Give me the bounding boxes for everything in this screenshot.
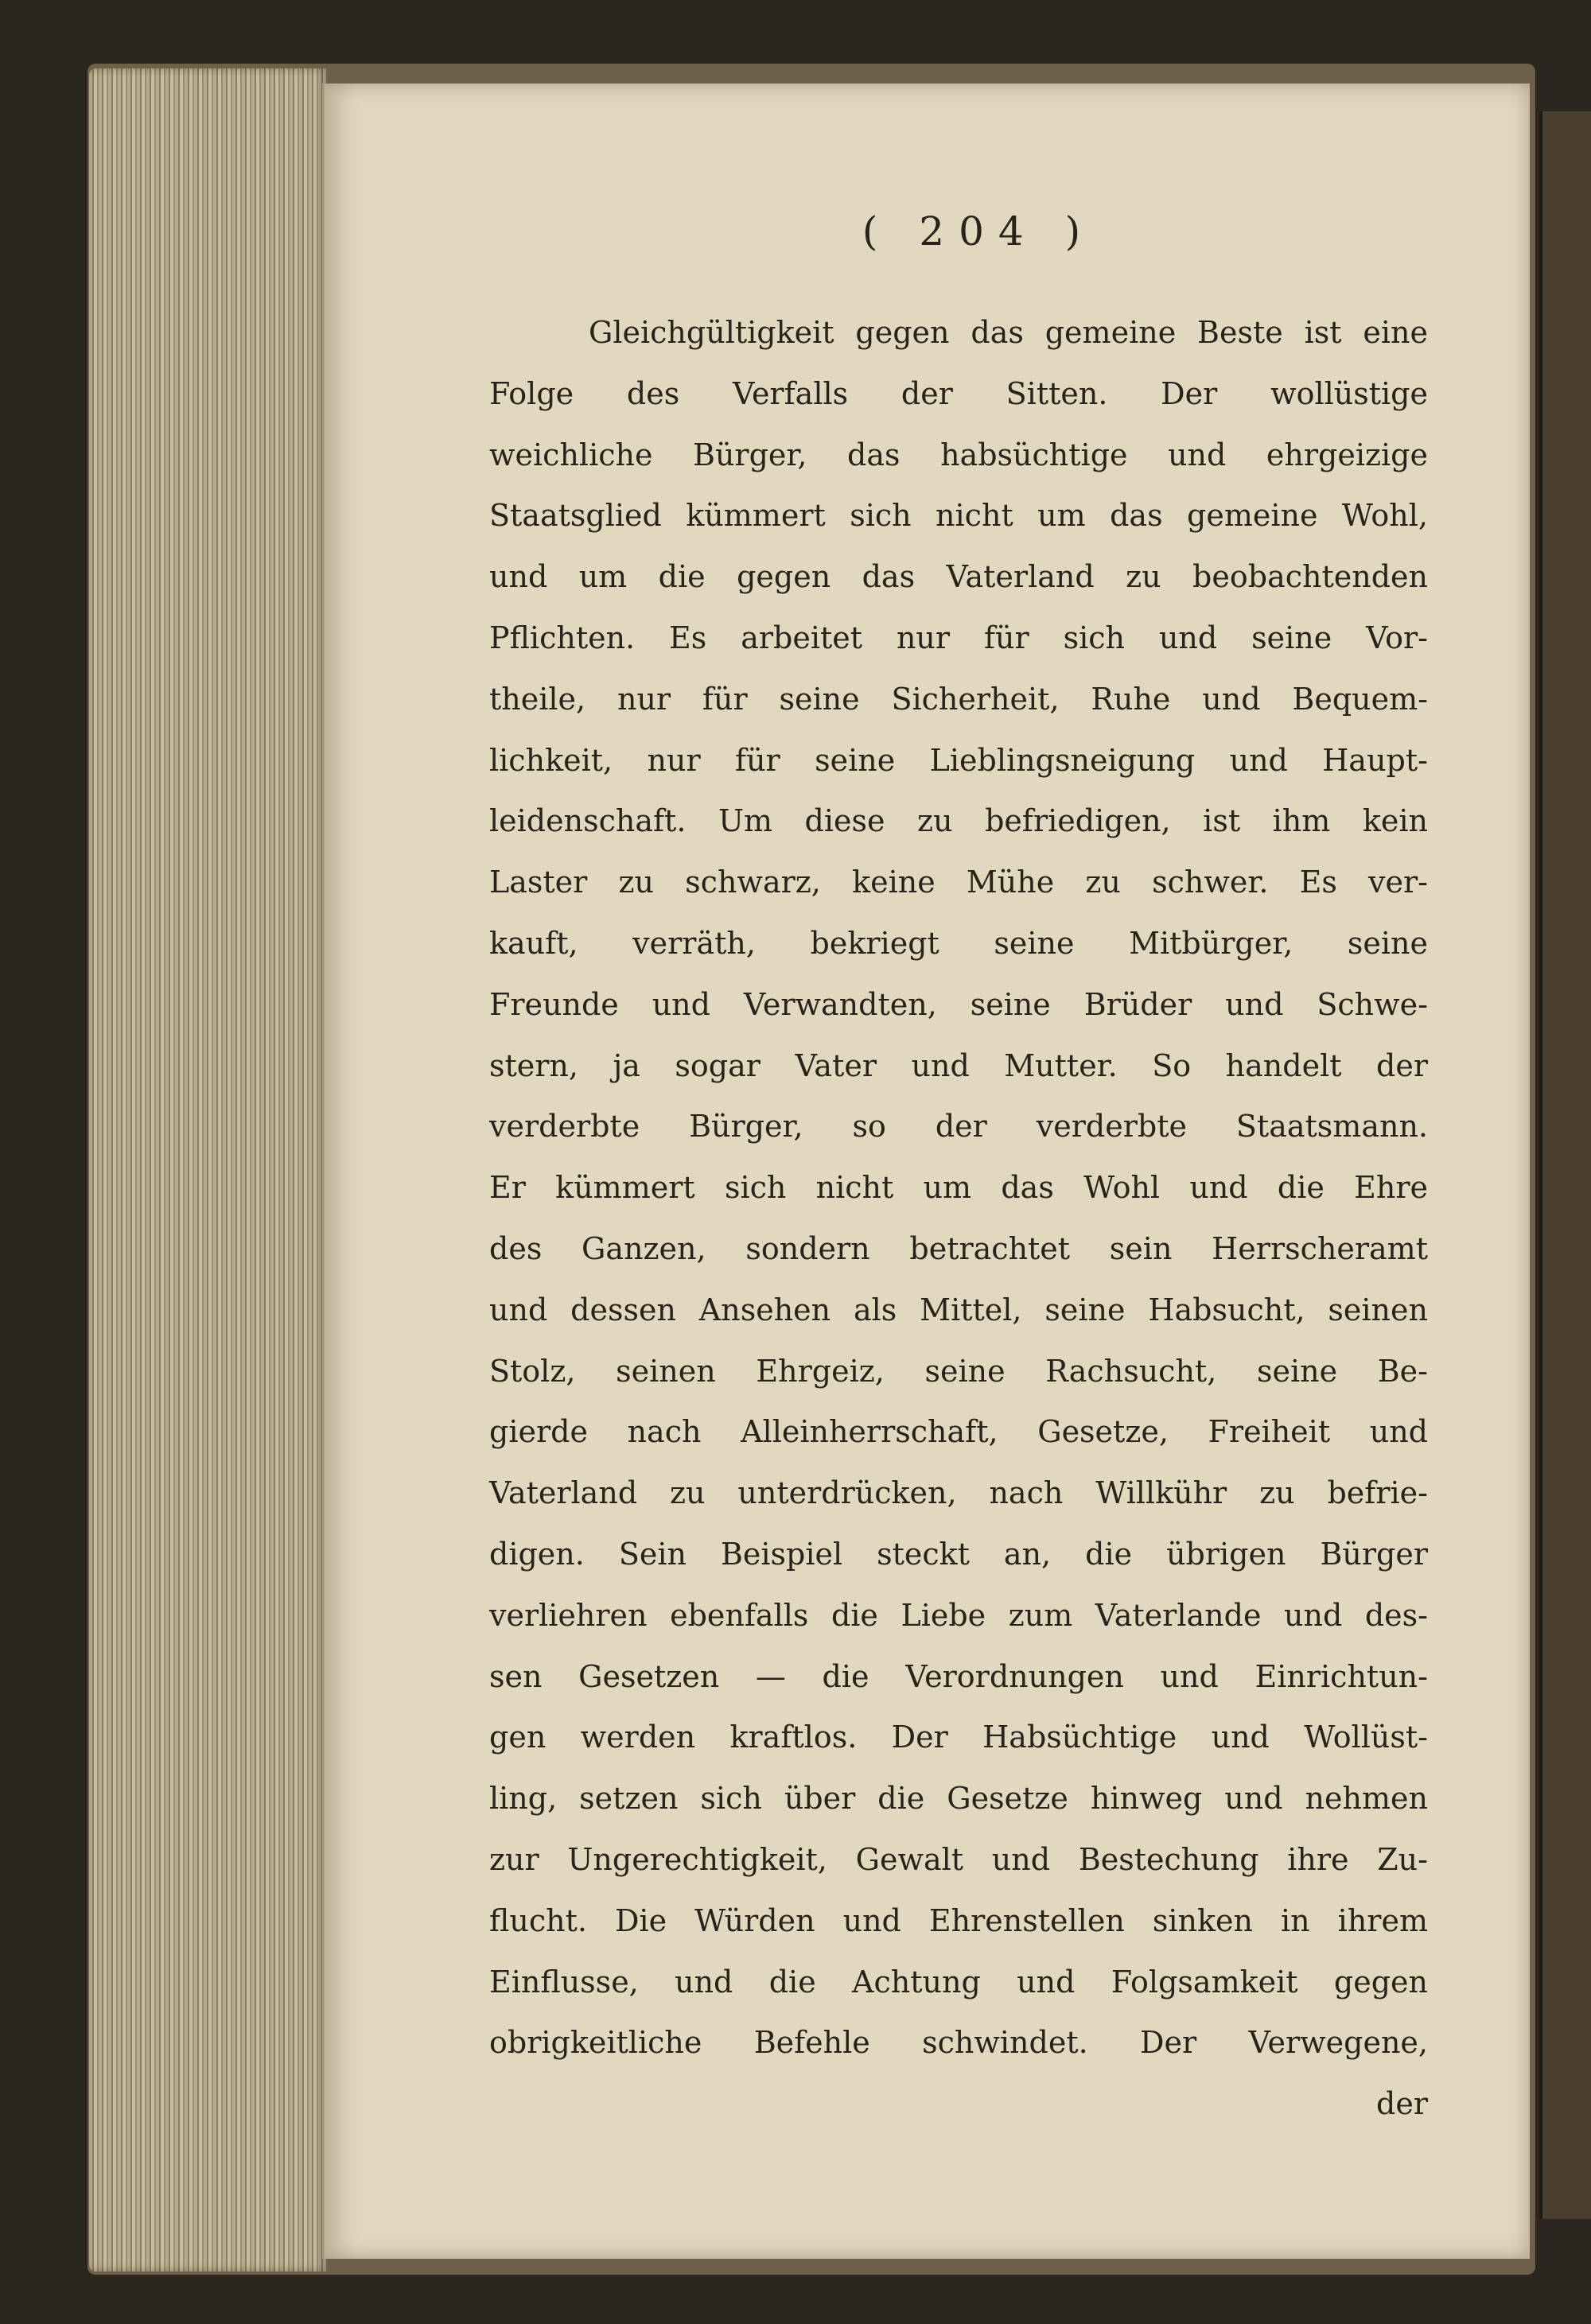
text-line: leidenschaft. Um diese zu befriedigen, ist ihm kein	[489, 803, 1428, 839]
text-line: Freunde und Verwandten, seine Brüder und Schwe-	[489, 986, 1428, 1022]
text-line: verliehren ebenfalls die Liebe zum Vaterlande und des-	[489, 1597, 1428, 1633]
text-line: zur Ungerechtigkeit, Gewalt und Bestechung ihre Zu-	[489, 1841, 1428, 1877]
text-line: Vaterland zu unterdrücken, nach Willkühr zu befrie-	[489, 1475, 1428, 1511]
facing-page-edge	[1539, 111, 1591, 2219]
text-line: flucht. Die Würden und Ehrenstellen sinken in ihrem	[489, 1902, 1428, 1938]
text-line: sen Gesetzen — die Verordnungen und Einrichtun-	[489, 1658, 1428, 1694]
text-line: des Ganzen, sondern betrachtet sein Herrscheramt	[489, 1230, 1428, 1266]
text-line: Einflusse, und die Achtung und Folgsamkeit gegen	[489, 1964, 1428, 1999]
text-line: kauft, verräth, bekriegt seine Mitbürger, seine	[489, 925, 1428, 961]
page-number: ( 204 )	[862, 208, 1095, 255]
text-line: theile, nur für seine Sicherheit, Ruhe und Bequem-	[489, 681, 1428, 717]
text-line: Staatsglied kümmert sich nicht um das gemeine Wohl,	[489, 498, 1428, 534]
text-line: Stolz, seinen Ehrgeiz, seine Rachsucht, seine Be-	[489, 1353, 1428, 1389]
text-line: lichkeit, nur für seine Lieblingsneigung und Haupt-	[489, 742, 1428, 778]
text-line: stern, ja sogar Vater und Mutter. So handelt der	[489, 1047, 1428, 1083]
text-line: und dessen Ansehen als Mittel, seine Habsucht, seinen	[489, 1292, 1428, 1327]
text-line: verderbte Bürger, so der verderbte Staatsmann.	[489, 1109, 1428, 1145]
text-line: gen werden kraftlos. Der Habsüchtige und Wollüst-	[489, 1720, 1428, 1755]
text-line: Pflichten. Es arbeitet nur für sich und seine Vor-	[489, 620, 1428, 655]
text-line: Folge des Verfalls der Sitten. Der wollüstige	[489, 375, 1428, 411]
text-line: Laster zu schwarz, keine Mühe zu schwer. Es ver-	[489, 865, 1428, 900]
text-line: gierde nach Alleinherrschaft, Gesetze, Freiheit und	[489, 1414, 1428, 1450]
text-line: weichliche Bürger, das habsüchtige und ehrgeizige	[489, 437, 1428, 472]
text-line: obrigkeitliche Befehle schwindet. Der Verwegene,	[489, 2025, 1428, 2061]
text-line: Er kümmert sich nicht um das Wohl und die Ehre	[489, 1170, 1428, 1206]
body-text	[489, 302, 1428, 2135]
text-line: und um die gegen das Vaterland zu beobachtenden	[489, 559, 1428, 595]
page-edges	[89, 68, 328, 2272]
text-line: digen. Sein Beispiel steckt an, die übrigen Bürger	[489, 1536, 1428, 1572]
text-line: ling, setzen sich über die Gesetze hinweg und nehmen	[489, 1781, 1428, 1817]
catchword: der	[1376, 2086, 1428, 2122]
text-line: Gleichgültigkeit gegen das gemeine Beste ist eine	[589, 315, 1428, 350]
